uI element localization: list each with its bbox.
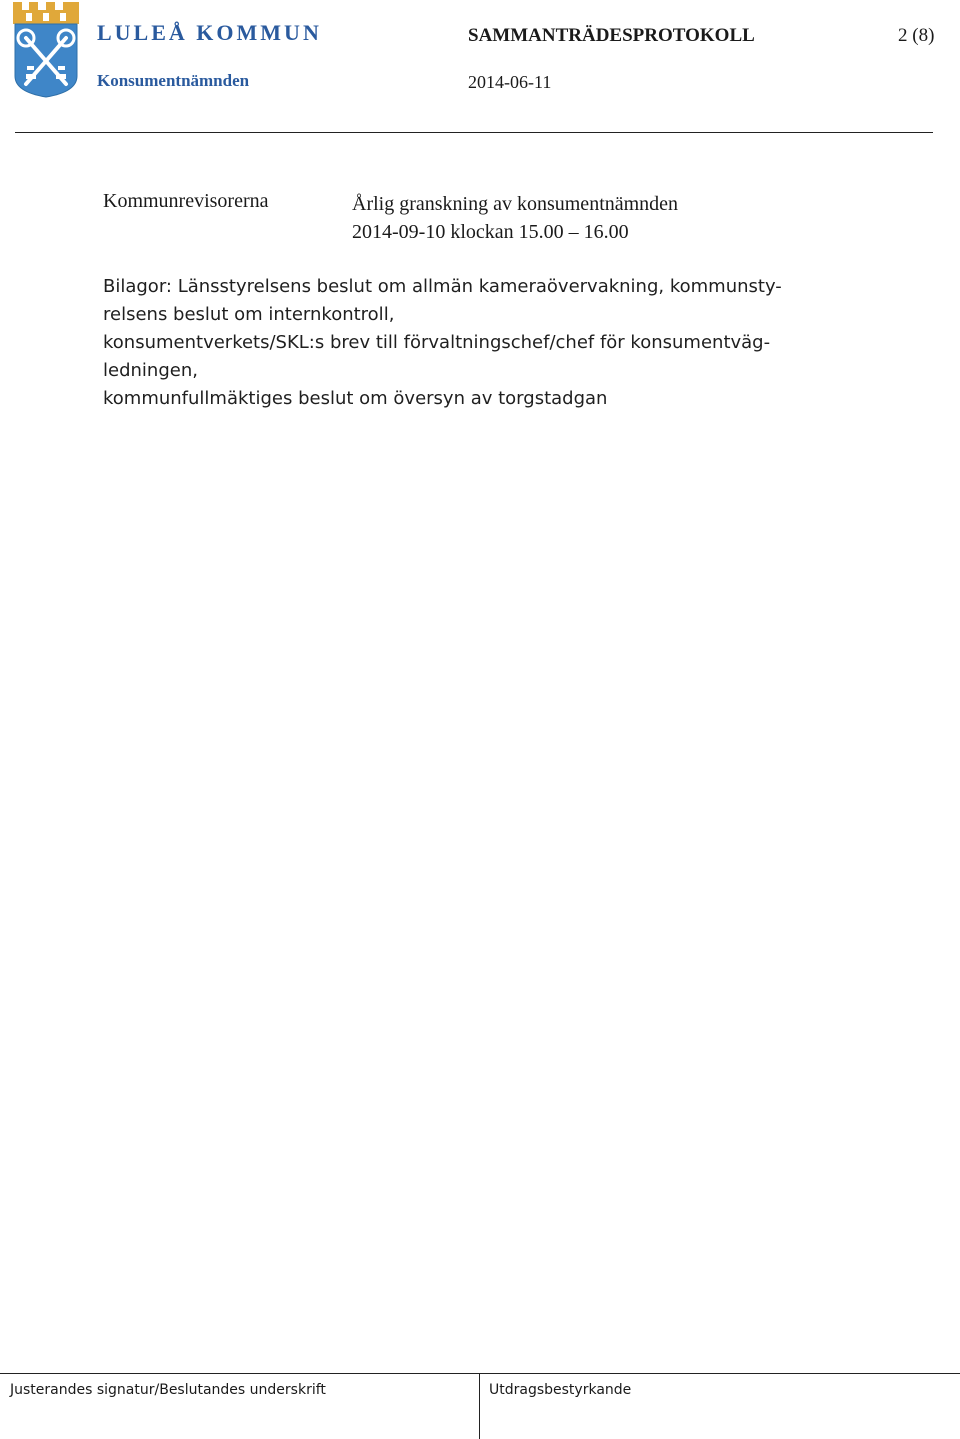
attachment-line: kommunfullmäktiges beslut om översyn av torgstadgan	[103, 388, 608, 409]
attachments-list	[103, 273, 823, 413]
page-number: 2 (8)	[898, 25, 935, 46]
coat-of-arms-icon	[12, 2, 80, 98]
certification-label: Utdragsbestyrkande	[489, 1382, 632, 1398]
attachment-line: ledningen,	[103, 360, 198, 381]
document-type: SAMMANTRÄDESPROTOKOLL	[468, 25, 755, 46]
agenda-time: 2014-09-10 klockan 15.00 – 16.00	[352, 221, 629, 243]
header-divider	[15, 132, 933, 133]
signature-label: Justerandes signatur/Beslutandes underskrift	[10, 1382, 326, 1398]
footer-column-divider	[479, 1373, 480, 1439]
agenda-details	[352, 190, 678, 246]
attachment-line: konsumentverkets/SKL:s brev till förvaltningschef/chef för konsumentväg-	[103, 332, 771, 353]
organization-name: LULEÅ KOMMUN	[97, 20, 322, 45]
agenda-party: Kommunrevisorerna	[103, 190, 269, 212]
document-date: 2014-06-11	[468, 72, 552, 92]
committee-name: Konsumentnämnden	[97, 71, 250, 90]
footer-divider	[0, 1373, 960, 1374]
agenda-topic: Årlig granskning av konsumentnämnden	[352, 193, 679, 215]
attachment-line: relsens beslut om internkontroll,	[103, 304, 395, 325]
attachment-line: Bilagor: Länsstyrelsens beslut om allmän kameraövervakning, kommunsty-	[103, 276, 782, 297]
